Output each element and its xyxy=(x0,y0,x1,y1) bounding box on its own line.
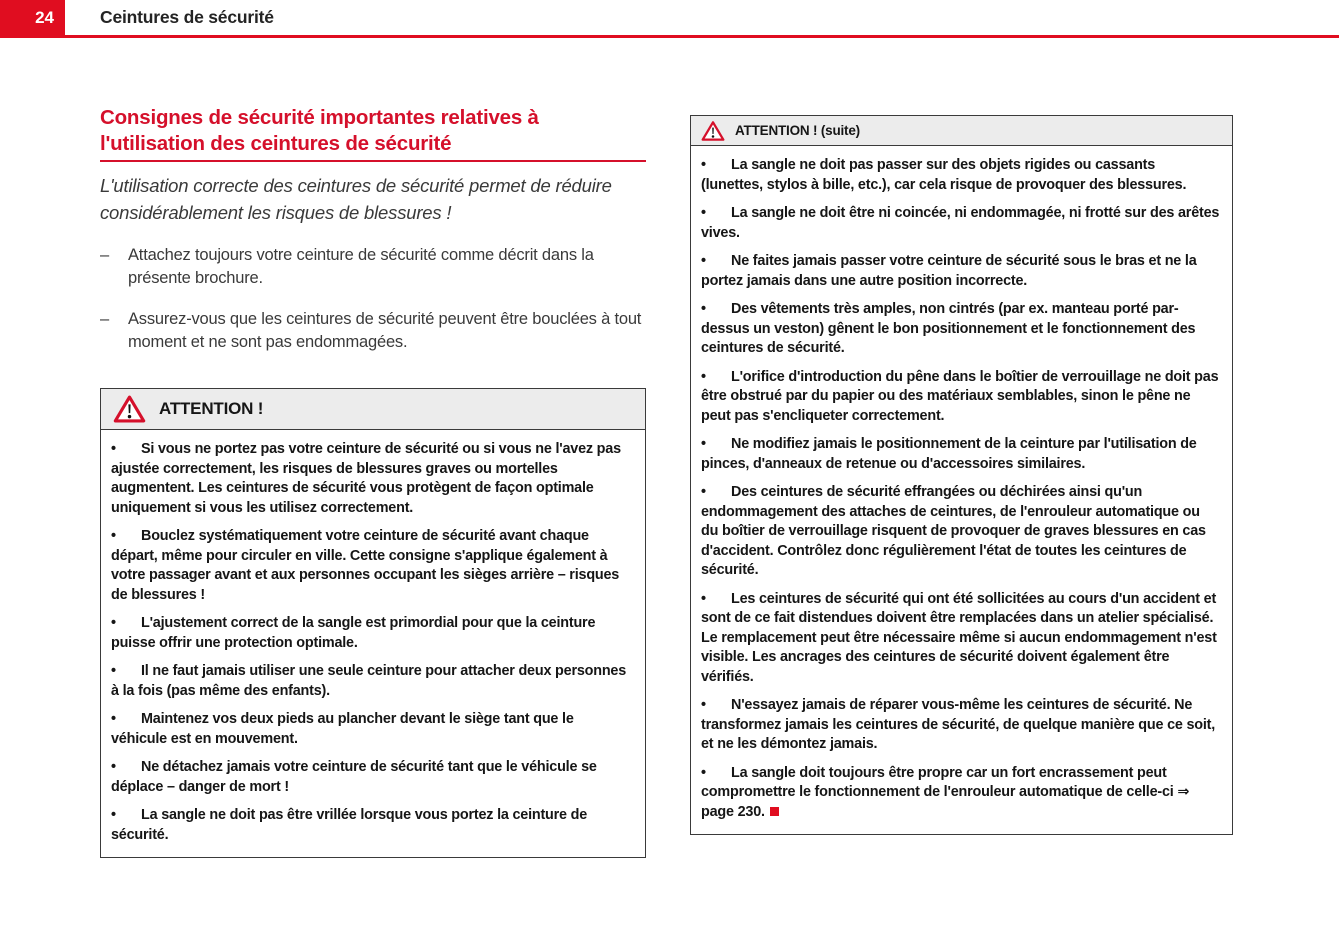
warning-bullet xyxy=(111,440,633,518)
warning-bullet-text: Des vêtements très amples, non cintrés (par ex. manteau porté par-dessus un veston) gênent le bon positionnement et le fonctionnement des ceintures de sécurité. xyxy=(701,301,1196,356)
warning-box-header xyxy=(101,389,645,430)
warning-bullet xyxy=(701,252,1220,291)
warning-bullet-text: La sangle ne doit être ni coincée, ni endommagée, ni frotté sur des arêtes vives. xyxy=(701,205,1220,241)
warning-triangle-icon xyxy=(113,394,146,424)
warning-bullet xyxy=(701,300,1220,359)
warning-bullet-text: N'essayez jamais de réparer vous-même les ceintures de sécurité. Ne transformez jamais les ceintures de sécurité, de quelque manière que ce soit, et ne les démontez jamais. xyxy=(701,697,1216,752)
page-number-badge xyxy=(0,0,65,35)
warning-triangle-icon xyxy=(701,120,725,142)
page-number: 24 xyxy=(35,7,54,27)
chapter-title: Ceintures de sécurité xyxy=(100,7,274,27)
chapter-rule xyxy=(0,35,1339,38)
warning-bullet-text: Ne modifiez jamais le positionnement de la ceinture par l'utilisation de pinces, d'anneaux de retenue ou d'accessoires similaires. xyxy=(701,436,1197,472)
bullet-icon: • xyxy=(701,484,706,500)
bullet-icon: • xyxy=(111,711,116,727)
list-item xyxy=(100,308,646,354)
bullet-icon: • xyxy=(111,663,116,679)
warning-bullet-text: Il ne faut jamais utiliser une seule ceinture pour attacher deux personnes à la fois (pas même des enfants). xyxy=(111,663,627,699)
warning-bullet xyxy=(111,806,633,845)
bullet-icon: • xyxy=(701,764,706,781)
warning-bullet-text: La sangle ne doit pas être vrillée lorsque vous portez la ceinture de sécurité. xyxy=(111,807,588,843)
warning-bullet xyxy=(701,590,1220,688)
warning-box-title: ATTENTION ! (suite) xyxy=(735,123,860,138)
bullet-icon: • xyxy=(111,759,116,775)
bullet-icon: • xyxy=(701,590,706,607)
warning-bullet-text: L'orifice d'introduction du pêne dans le boîtier de verrouillage ne doit pas être obstrué par du papier ou des matériaux semblables, sinon le pêne ne peut pas s'encliqueter correctement. xyxy=(701,368,1219,424)
intro-paragraph: L'utilisation correcte des ceintures de sécurité permet de réduire considérablement les risques de blessures ! xyxy=(100,175,612,223)
warning-bullet-text: Ne détachez jamais votre ceinture de sécurité tant que le véhicule se déplace – danger de mort ! xyxy=(111,759,597,795)
warning-bullet xyxy=(111,758,633,797)
list-item xyxy=(100,244,646,290)
warning-bullet xyxy=(701,696,1220,755)
section-end-icon xyxy=(770,807,779,816)
bullet-icon: • xyxy=(701,205,706,221)
bullet-icon: • xyxy=(111,615,116,631)
warning-box-title: ATTENTION ! xyxy=(159,399,264,418)
warning-bullet xyxy=(111,527,633,605)
bullet-icon: • xyxy=(701,368,706,385)
instruction-list xyxy=(100,244,646,372)
warning-bullet-text: Bouclez systématiquement votre ceinture de sécurité avant chaque départ, même pour circuler en ville. Cette consigne s'applique également à votre passager avant et aux personnes occupant les sièges arrière – risques de blessures ! xyxy=(111,528,620,603)
warning-bullet xyxy=(111,662,633,701)
bullet-icon: • xyxy=(701,253,706,269)
warning-bullet xyxy=(111,710,633,749)
warning-box-attention-suite xyxy=(690,115,1233,835)
bullet-icon: • xyxy=(701,157,706,173)
warning-box-attention xyxy=(100,388,646,858)
section-heading-rule xyxy=(100,160,646,162)
warning-box-header xyxy=(691,116,1232,146)
warning-bullet-text: Si vous ne portez pas votre ceinture de sécurité ou si vous ne l'avez pas ajustée correctement, les risques de blessures graves ou mortelles augmentent. Les ceintures de sécurité vous protègent de façon optimale uniquement si vous les utilisez correctement. xyxy=(111,441,621,516)
bullet-icon: • xyxy=(701,697,706,713)
warning-bullet-text: Maintenez vos deux pieds au plancher devant le siège tant que le véhicule est en mouvement. xyxy=(111,711,574,747)
dash-bullet-icon: – xyxy=(100,310,109,328)
bullet-icon: • xyxy=(701,301,706,317)
warning-bullet-text: La sangle doit toujours être propre car un fort encrassement peut compromettre le fonctionnement de l'enrouleur automatique de celle-ci ⇒ page 230. xyxy=(701,764,1190,820)
list-item-text: Assurez-vous que les ceintures de sécurité peuvent être bouclées à tout moment et ne sont pas endommagées. xyxy=(128,310,642,351)
warning-box-body xyxy=(101,430,645,857)
warning-bullet xyxy=(701,435,1220,474)
warning-bullet-text: Des ceintures de sécurité effrangées ou déchirées ainsi qu'un endommagement des attaches de ceintures, de l'enrouleur automatique ou du boîtier de verrouillage risquent de provoquer de graves blessures en cas d'accident. Contrôlez donc régulièrement l'état de toutes les ceintures de sécurité. xyxy=(701,484,1206,578)
warning-bullet xyxy=(111,614,633,653)
dash-bullet-icon: – xyxy=(100,246,109,264)
bullet-icon: • xyxy=(111,528,116,544)
warning-bullet-text: L'ajustement correct de la sangle est primordial pour que la ceinture puisse offrir une protection optimale. xyxy=(111,615,596,651)
warning-bullet-text: La sangle ne doit pas passer sur des objets rigides ou cassants (lunettes, stylos à bille, etc.), car cela risque de provoquer des blessures. xyxy=(701,157,1187,193)
warning-bullet-text: Ne faites jamais passer votre ceinture de sécurité sous le bras et ne la portez jamais dans une autre position incorrecte. xyxy=(701,253,1197,289)
warning-bullet xyxy=(701,156,1220,195)
warning-box-body xyxy=(691,146,1232,834)
bullet-icon: • xyxy=(701,436,706,452)
warning-bullet xyxy=(701,764,1220,823)
warning-bullet xyxy=(701,204,1220,243)
warning-bullet xyxy=(701,368,1220,427)
list-item-text: Attachez toujours votre ceinture de sécurité comme décrit dans la présente brochure. xyxy=(128,246,594,287)
bullet-icon: • xyxy=(111,807,116,823)
warning-bullet-text: Les ceintures de sécurité qui ont été sollicitées au cours d'un accident et sont de ce fait distendues doivent être remplacées dans un atelier spécialisé. Le remplacement peut être nécessaire même si aucun endommagement n'est visible. Les ancrages des ceintures de sécurité doivent également être vérifiés. xyxy=(701,590,1217,685)
warning-bullet xyxy=(701,483,1220,581)
section-heading: Consignes de sécurité importantes relatives à l'utilisation des ceintures de sécurité xyxy=(100,106,539,155)
bullet-icon: • xyxy=(111,441,116,457)
